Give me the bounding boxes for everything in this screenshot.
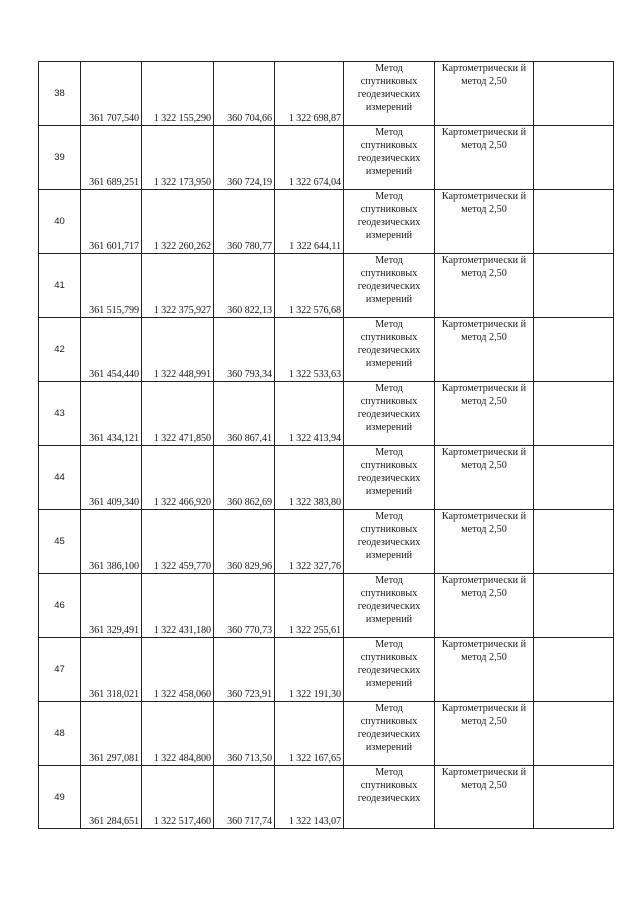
determination-method: Метод спутниковых геодезических измерений bbox=[344, 382, 435, 446]
empty-cell bbox=[534, 702, 614, 766]
new-x-coordinate: 360 704,66 bbox=[214, 62, 275, 126]
existing-x-coordinate: 361 707,540 bbox=[81, 62, 142, 126]
accuracy-method: Картометрически й метод 2,50 bbox=[435, 510, 534, 574]
determination-method: Метод спутниковых геодезических измерений bbox=[344, 574, 435, 638]
existing-x-coordinate: 361 409,340 bbox=[81, 446, 142, 510]
coordinates-table bbox=[38, 61, 614, 829]
new-y-coordinate: 1 322 191,30 bbox=[275, 638, 344, 702]
point-number: 43 bbox=[39, 382, 81, 446]
new-y-coordinate: 1 322 576,68 bbox=[275, 254, 344, 318]
table-row bbox=[39, 126, 614, 190]
new-x-coordinate: 360 723,91 bbox=[214, 638, 275, 702]
point-number: 48 bbox=[39, 702, 81, 766]
table-body bbox=[39, 62, 614, 829]
table-row bbox=[39, 382, 614, 446]
existing-x-coordinate: 361 454,440 bbox=[81, 318, 142, 382]
table-row bbox=[39, 638, 614, 702]
existing-y-coordinate: 1 322 466,920 bbox=[142, 446, 214, 510]
new-x-coordinate: 360 717,74 bbox=[214, 766, 275, 829]
determination-method: Метод спутниковых геодезических измерений bbox=[344, 126, 435, 190]
empty-cell bbox=[534, 190, 614, 254]
new-y-coordinate: 1 322 255,61 bbox=[275, 574, 344, 638]
new-y-coordinate: 1 322 698,87 bbox=[275, 62, 344, 126]
existing-x-coordinate: 361 434,121 bbox=[81, 382, 142, 446]
determination-method: Метод спутниковых геодезических измерений bbox=[344, 62, 435, 126]
determination-method: Метод спутниковых геодезических bbox=[344, 766, 435, 829]
new-x-coordinate: 360 770,73 bbox=[214, 574, 275, 638]
table-row bbox=[39, 510, 614, 574]
point-number: 49 bbox=[39, 766, 81, 829]
empty-cell bbox=[534, 126, 614, 190]
point-number: 42 bbox=[39, 318, 81, 382]
new-x-coordinate: 360 822,13 bbox=[214, 254, 275, 318]
determination-method: Метод спутниковых геодезических измерений bbox=[344, 638, 435, 702]
new-x-coordinate: 360 867,41 bbox=[214, 382, 275, 446]
table-row bbox=[39, 702, 614, 766]
existing-x-coordinate: 361 284,651 bbox=[81, 766, 142, 829]
empty-cell bbox=[534, 254, 614, 318]
empty-cell bbox=[534, 446, 614, 510]
empty-cell bbox=[534, 766, 614, 829]
existing-y-coordinate: 1 322 517,460 bbox=[142, 766, 214, 829]
determination-method: Метод спутниковых геодезических измерений bbox=[344, 190, 435, 254]
table-row bbox=[39, 574, 614, 638]
accuracy-method: Картометрически й метод 2,50 bbox=[435, 254, 534, 318]
accuracy-method: Картометрически й метод 2,50 bbox=[435, 318, 534, 382]
accuracy-method: Картометрически й метод 2,50 bbox=[435, 702, 534, 766]
new-x-coordinate: 360 793,34 bbox=[214, 318, 275, 382]
new-y-coordinate: 1 322 327,76 bbox=[275, 510, 344, 574]
new-y-coordinate: 1 322 383,80 bbox=[275, 446, 344, 510]
empty-cell bbox=[534, 638, 614, 702]
existing-x-coordinate: 361 689,251 bbox=[81, 126, 142, 190]
new-y-coordinate: 1 322 674,04 bbox=[275, 126, 344, 190]
accuracy-method: Картометрически й метод 2,50 bbox=[435, 574, 534, 638]
new-y-coordinate: 1 322 533,63 bbox=[275, 318, 344, 382]
existing-y-coordinate: 1 322 458,060 bbox=[142, 638, 214, 702]
accuracy-method: Картометрически й метод 2,50 bbox=[435, 126, 534, 190]
empty-cell bbox=[534, 382, 614, 446]
existing-x-coordinate: 361 297,081 bbox=[81, 702, 142, 766]
new-y-coordinate: 1 322 143,07 bbox=[275, 766, 344, 829]
empty-cell bbox=[534, 318, 614, 382]
existing-y-coordinate: 1 322 459,770 bbox=[142, 510, 214, 574]
table-row bbox=[39, 190, 614, 254]
point-number: 47 bbox=[39, 638, 81, 702]
table-row bbox=[39, 446, 614, 510]
new-x-coordinate: 360 829,96 bbox=[214, 510, 275, 574]
existing-y-coordinate: 1 322 375,927 bbox=[142, 254, 214, 318]
new-x-coordinate: 360 862,69 bbox=[214, 446, 275, 510]
point-number: 38 bbox=[39, 62, 81, 126]
point-number: 45 bbox=[39, 510, 81, 574]
new-y-coordinate: 1 322 413,94 bbox=[275, 382, 344, 446]
existing-x-coordinate: 361 601,717 bbox=[81, 190, 142, 254]
point-number: 39 bbox=[39, 126, 81, 190]
existing-y-coordinate: 1 322 448,991 bbox=[142, 318, 214, 382]
existing-y-coordinate: 1 322 431,180 bbox=[142, 574, 214, 638]
new-x-coordinate: 360 713,50 bbox=[214, 702, 275, 766]
table-row bbox=[39, 62, 614, 126]
new-y-coordinate: 1 322 644,11 bbox=[275, 190, 344, 254]
document-page bbox=[38, 61, 614, 829]
empty-cell bbox=[534, 62, 614, 126]
accuracy-method: Картометрически й метод 2,50 bbox=[435, 446, 534, 510]
new-x-coordinate: 360 780,77 bbox=[214, 190, 275, 254]
empty-cell bbox=[534, 574, 614, 638]
determination-method: Метод спутниковых геодезических измерений bbox=[344, 254, 435, 318]
existing-y-coordinate: 1 322 155,290 bbox=[142, 62, 214, 126]
point-number: 46 bbox=[39, 574, 81, 638]
existing-y-coordinate: 1 322 484,800 bbox=[142, 702, 214, 766]
new-y-coordinate: 1 322 167,65 bbox=[275, 702, 344, 766]
point-number: 40 bbox=[39, 190, 81, 254]
existing-x-coordinate: 361 386,100 bbox=[81, 510, 142, 574]
accuracy-method: Картометрически й метод 2,50 bbox=[435, 62, 534, 126]
determination-method: Метод спутниковых геодезических измерений bbox=[344, 510, 435, 574]
point-number: 41 bbox=[39, 254, 81, 318]
existing-y-coordinate: 1 322 173,950 bbox=[142, 126, 214, 190]
point-number: 44 bbox=[39, 446, 81, 510]
empty-cell bbox=[534, 510, 614, 574]
table-row bbox=[39, 254, 614, 318]
accuracy-method: Картометрически й метод 2,50 bbox=[435, 766, 534, 829]
determination-method: Метод спутниковых геодезических измерений bbox=[344, 702, 435, 766]
table-row bbox=[39, 766, 614, 829]
new-x-coordinate: 360 724,19 bbox=[214, 126, 275, 190]
table-row bbox=[39, 318, 614, 382]
existing-y-coordinate: 1 322 260,262 bbox=[142, 190, 214, 254]
existing-x-coordinate: 361 329,491 bbox=[81, 574, 142, 638]
accuracy-method: Картометрически й метод 2,50 bbox=[435, 382, 534, 446]
existing-x-coordinate: 361 318,021 bbox=[81, 638, 142, 702]
accuracy-method: Картометрически й метод 2,50 bbox=[435, 638, 534, 702]
determination-method: Метод спутниковых геодезических измерений bbox=[344, 318, 435, 382]
existing-x-coordinate: 361 515,799 bbox=[81, 254, 142, 318]
determination-method: Метод спутниковых геодезических измерений bbox=[344, 446, 435, 510]
accuracy-method: Картометрически й метод 2,50 bbox=[435, 190, 534, 254]
existing-y-coordinate: 1 322 471,850 bbox=[142, 382, 214, 446]
